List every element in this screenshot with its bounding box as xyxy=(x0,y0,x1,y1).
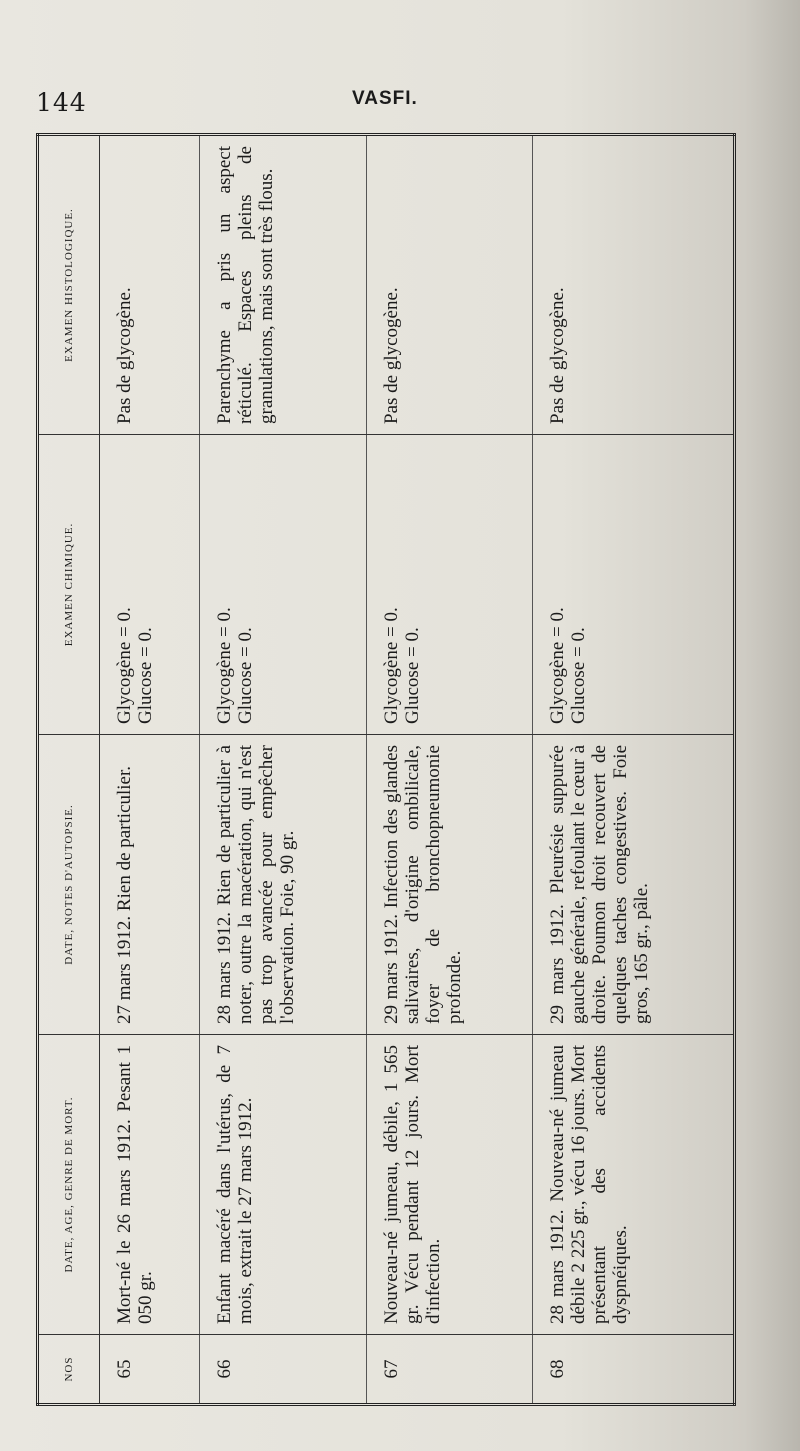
rotated-table-container xyxy=(36,136,736,1406)
table-row xyxy=(366,135,533,1405)
death-cell: Enfant macéré dans l'utérus, de 7 mois, extrait le 27 mars 1912. xyxy=(200,1035,367,1335)
table-header-row xyxy=(38,135,100,1405)
glycogen-value: Glycogène = 0. xyxy=(380,607,402,724)
header-chemical: EXAMEN CHIMIQUE. xyxy=(38,435,100,735)
table-row xyxy=(533,135,735,1405)
histology-cell: Pas de glycogène. xyxy=(366,135,533,435)
death-cell: Nouveau-né jumeau, débile, 1 565 gr. Vécu pendant 12 jours. Mort d'infection. xyxy=(366,1035,533,1335)
glycogen-value: Glycogène = 0. xyxy=(547,607,569,724)
table-row xyxy=(200,135,367,1405)
death-cell: 28 mars 1912. Nouveau-né jumeau débile 2 225 gr., vécu 16 jours. Mort présentant des accidents dyspnéiques. xyxy=(533,1035,735,1335)
histology-cell: Pas de glycogène. xyxy=(533,135,735,435)
death-cell: Mort-né le 26 mars 1912. Pesant 1 050 gr. xyxy=(100,1035,200,1335)
glycogen-value: Glycogène = 0. xyxy=(214,607,235,724)
autopsy-cell: 27 mars 1912. Rien de particulier. xyxy=(100,735,200,1035)
autopsy-table xyxy=(36,133,736,1406)
header-number: NOS xyxy=(38,1335,100,1405)
glucose-value: Glucose = 0. xyxy=(135,627,156,724)
glucose-value: Glucose = 0. xyxy=(568,627,590,724)
chemical-cell xyxy=(100,435,200,735)
chemical-cell xyxy=(200,435,367,735)
row-number: 66 xyxy=(200,1335,367,1405)
chemical-cell xyxy=(533,435,735,735)
header-autopsy: DATE, NOTES D'AUTOPSIE. xyxy=(38,735,100,1035)
header-histology: EXAMEN HISTOLOGIQUE. xyxy=(38,135,100,435)
row-number: 65 xyxy=(100,1335,200,1405)
autopsy-cell: 29 mars 1912. Pleurésie suppurée gauche générale, refoulant le cœur à droite. Poumon droit recouvert de quelques taches congestives. Foie gros, 165 gr., pâle. xyxy=(533,735,735,1035)
histology-cell: Parenchyme a pris un aspect réticulé. Espaces pleins de granulations, mais sont très flous. xyxy=(200,135,367,435)
glucose-value: Glucose = 0. xyxy=(235,627,256,724)
autopsy-cell: 29 mars 1912. Infection des glandes salivaires, d'origine ombilicale, foyer de bronchopneumonie profonde. xyxy=(366,735,533,1035)
glucose-value: Glucose = 0. xyxy=(401,627,423,724)
histology-cell: Pas de glycogène. xyxy=(100,135,200,435)
row-number: 67 xyxy=(366,1335,533,1405)
autopsy-cell: 28 mars 1912. Rien de particulier à noter, outre la macération, qui n'est pas trop avancée pour empêcher l'observation. Foie, 90 gr. xyxy=(200,735,367,1035)
chemical-cell xyxy=(366,435,533,735)
page-number: 144 xyxy=(36,88,87,117)
row-number: 68 xyxy=(533,1335,735,1405)
glycogen-value: Glycogène = 0. xyxy=(114,607,135,724)
header-death: DATE, AGE, GENRE DE MORT. xyxy=(38,1035,100,1335)
running-head: VASFI. xyxy=(352,88,418,109)
table-row xyxy=(100,135,200,1405)
